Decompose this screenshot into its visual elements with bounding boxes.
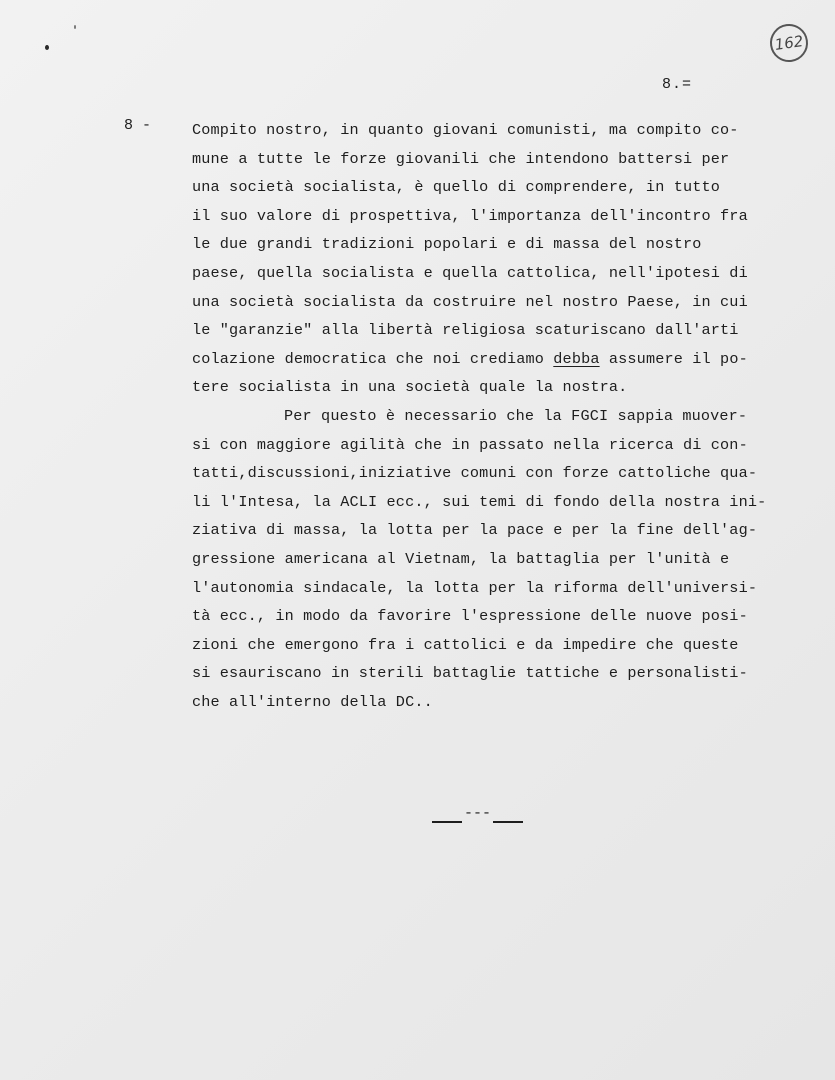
text-line: tere socialista in una società quale la nostra. xyxy=(192,378,628,397)
text-line: che all'interno della DC.. xyxy=(192,692,433,711)
end-mark-rule xyxy=(493,805,523,823)
text-line: tatti,discussioni,iniziative comuni con forze cattoliche qua- xyxy=(192,464,758,483)
text-line-segment: assumere il po- xyxy=(599,349,748,368)
underlined-word: debba xyxy=(553,349,600,368)
text-line: zioni che emergono fra i cattolici e da impedire che queste xyxy=(192,635,739,654)
text-line: l'autonomia sindacale, la lotta per la riforma dell'universi- xyxy=(192,578,758,597)
text-line: si esauriscano in sterili battaglie tattiche e personalisti- xyxy=(192,664,748,683)
text-line: le "garanzie" alla libertà religiosa scaturiscano dall'arti xyxy=(192,321,739,340)
page-number: 8.= xyxy=(662,76,693,93)
folio-stamp xyxy=(768,22,811,65)
ink-speck xyxy=(45,45,49,50)
text-line: le due grandi tradizioni popolari e di massa del nostro xyxy=(192,235,702,254)
text-line-segment: colazione democratica che noi crediamo xyxy=(192,349,554,368)
text-line: Compito nostro, in quanto giovani comunisti, ma compito co- xyxy=(192,121,739,139)
text-line xyxy=(192,345,772,374)
text-line: mune a tutte le forze giovanili che intendono battersi per xyxy=(192,149,730,168)
end-mark xyxy=(396,788,523,840)
text-line: si con maggiore agilità che in passato nella ricerca di con- xyxy=(192,435,748,454)
text-line: il suo valore di prospettiva, l'importanza dell'incontro fra xyxy=(192,206,748,225)
text-line: una società socialista da costruire nel nostro Paese, in cui xyxy=(192,292,748,311)
text-line: una società socialista, è quello di comprendere, in tutto xyxy=(192,178,721,197)
end-mark-rule xyxy=(432,805,462,823)
text-line: paese, quella socialista e quella cattolica, nell'ipotesi di xyxy=(192,263,748,282)
text-line: ziativa di massa, la lotta per la pace e per la fine dell'ag- xyxy=(192,521,758,540)
body-text xyxy=(192,116,772,716)
paragraph-start-line: Per questo è necessario che la FGCI sappia muover- xyxy=(284,406,748,425)
text-line: tà ecc., in modo da favorire l'espressione delle nuove posi- xyxy=(192,607,748,626)
ink-speck xyxy=(74,25,76,29)
text-line: gressione americana al Vietnam, la battaglia per l'unità e xyxy=(192,549,730,568)
end-mark-dashes: --- xyxy=(464,805,492,822)
text-line: li l'Intesa, la ACLI ecc., sui temi di fondo della nostra ini- xyxy=(192,492,767,511)
point-number: 8 - xyxy=(124,117,152,134)
folio-stamp-number: 162 xyxy=(773,32,805,54)
